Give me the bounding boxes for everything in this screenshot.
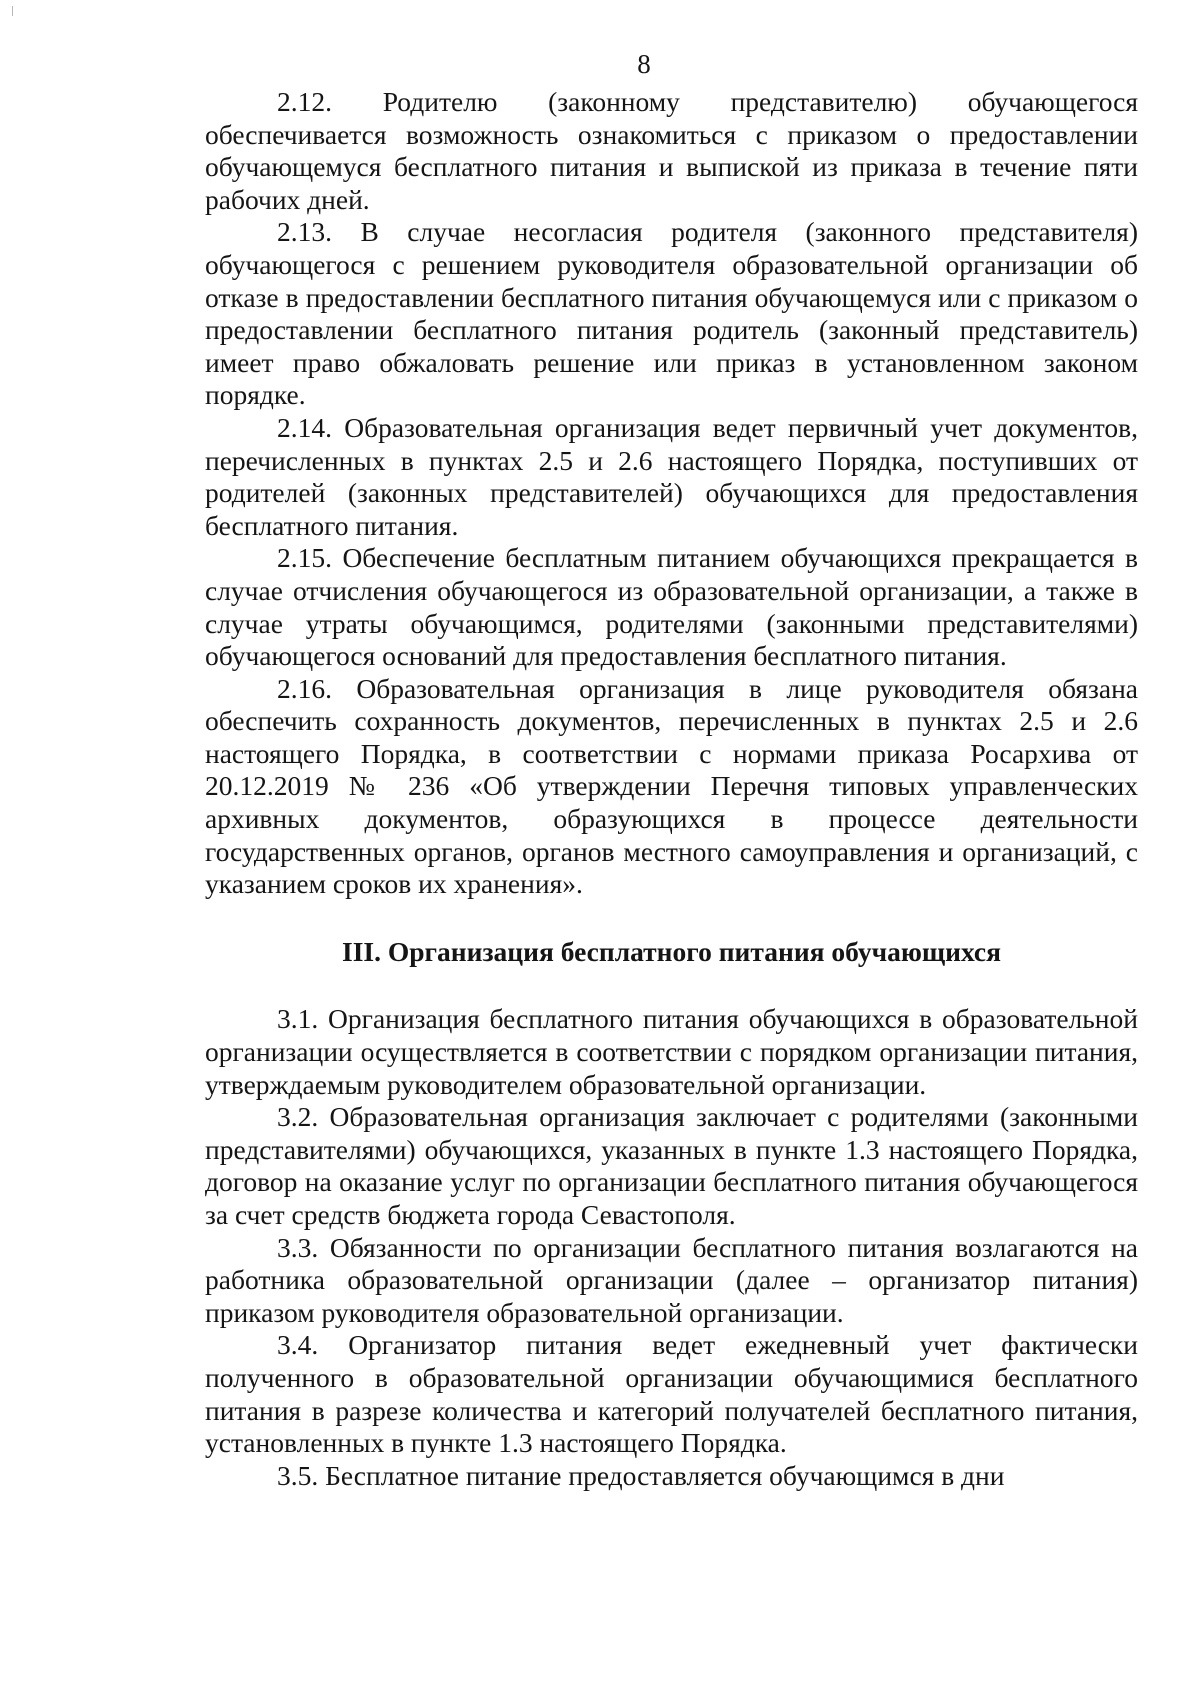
scan-mark <box>12 6 13 16</box>
paragraph-2-14: 2.14. Образовательная организация ведет первичный учет документов, перечисленных в пунктах 2.5 и 2.6 настоящего Порядка, поступивших от родителей (законных представителей) обучающихся для предоставления бесплатного питания. <box>205 411 1138 541</box>
page-number: 8 <box>637 49 651 79</box>
paragraph-2-15: 2.15. Обеспечение бесплатным питанием обучающихся прекращается в случае отчисления обучающегося из образовательной организации, а также в случае утраты обучающимся, родителями (законными представителями) обучающегося оснований для предоставления бесплатного питания. <box>205 542 1138 672</box>
paragraph-2-13: 2.13. В случае несогласия родителя (законного представителя) обучающегося с решением руководителя образовательной организации об отказе в предоставлении бесплатного питания обучающемуся или с приказом о предоставлении бесплатного питания родитель (законный представитель) имеет право обжаловать решение или приказ в установленном законом порядке. <box>205 216 1138 411</box>
paragraph-3-1: 3.1. Организация бесплатного питания обучающихся в образовательной организации осуществляется в соответствии с порядком организации питания, утверждаемым руководителем образовательной организации. <box>205 1003 1138 1100</box>
paragraph-2-12: 2.12. Родителю (законному представителю) обучающегося обеспечивается возможность ознакомиться с приказом о предоставлении обучающемуся бесплатного питания и выпиской из приказа в течение пяти рабочих дней. <box>205 86 1138 215</box>
paragraph-3-4: 3.4. Организатор питания ведет ежедневный учет фактически полученного в образовательной организации обучающимися бесплатного питания в разрезе количества и категорий получателей бесплатного питания, установленных в пункте 1.3 настоящего Порядка. <box>205 1329 1138 1459</box>
document-body <box>205 86 1138 1492</box>
section-heading: III. Организация бесплатного питания обучающихся <box>342 935 1001 967</box>
paragraph-3-2: 3.2. Образовательная организация заключает с родителями (законными представителями) обучающихся, указанных в пункте 1.3 настоящего Порядка, договор на оказание услуг по организации бесплатного питания обучающегося за счет средств бюджета города Севастополя. <box>205 1101 1138 1230</box>
paragraph-3-3: 3.3. Обязанности по организации бесплатного питания возлагаются на работника образовательной организации (далее – организатор питания) приказом руководителя образовательной организации. <box>205 1231 1138 1328</box>
paragraph-2-16: 2.16. Образовательная организация в лице руководителя обязана обеспечить сохранность документов, перечисленных в пунктах 2.5 и 2.6 настоящего Порядка, в соответствии с нормами приказа Росархива от 20.12.2019 № 236 «Об утверждении Перечня типовых управленческих архивных документов, образующихся в процессе деятельности государственных органов, органов местного самоуправления и организаций, с указанием сроков их хранения». <box>205 672 1138 900</box>
paragraph-3-5: 3.5. Бесплатное питание предоставляется обучающимся в дни <box>277 1459 1005 1491</box>
